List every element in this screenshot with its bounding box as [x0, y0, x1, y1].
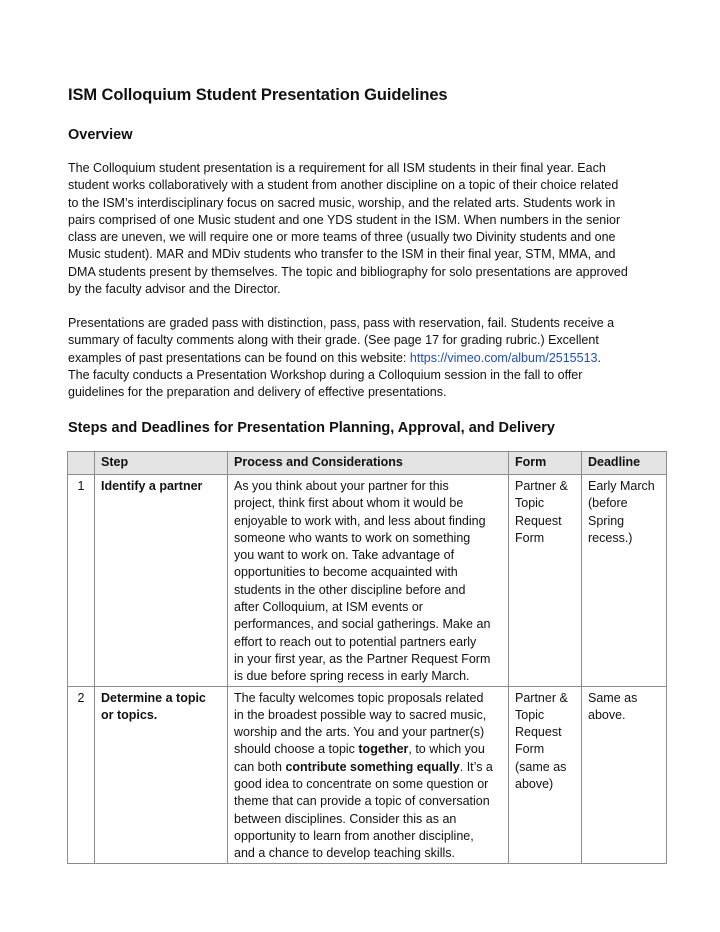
- deadline-text: recess.): [588, 530, 633, 545]
- process-text: in the broadest possible way to sacred music,: [234, 707, 487, 722]
- header-step: Step: [95, 452, 228, 475]
- header-number: [68, 452, 95, 475]
- process-text: As you think about your partner for this: [234, 479, 449, 493]
- form-text: Topic: [515, 707, 545, 722]
- overview-heading: Overview: [68, 127, 133, 143]
- table-row: [68, 686, 667, 863]
- form-text: Form: [515, 742, 545, 757]
- paragraph-line: The faculty conducts a Presentation Workshop during a Colloquium session in the fall to offer: [68, 367, 583, 382]
- process-text: is due before spring recess in early March.: [234, 669, 470, 684]
- paragraph-line: The Colloquium student presentation is a requirement for all ISM students in their final year. Each: [68, 161, 606, 175]
- form-text: Form: [515, 530, 545, 545]
- process-cell: [228, 475, 509, 687]
- form-cell: [509, 686, 582, 863]
- deadline-text: Early March: [588, 479, 655, 493]
- process-text: after Colloquium, at ISM events or: [234, 600, 423, 615]
- step-cell: [95, 686, 228, 863]
- process-text: performances, and social gatherings. Make an: [234, 617, 491, 632]
- process-text: enjoyable to work with, and less about finding: [234, 513, 486, 528]
- form-text: Partner &: [515, 479, 568, 493]
- deadline-text: Same as: [588, 690, 638, 705]
- form-text: (same as: [515, 759, 567, 774]
- paragraph-line: Music student). MAR and MDiv students who transfer to the ISM in their final year, STM, MMA, and: [68, 247, 616, 262]
- paragraph-line: pairs comprised of one Music student and one YDS student in the ISM. When numbers in the senior: [68, 212, 621, 227]
- form-text: Request: [515, 725, 562, 740]
- row-number: 1: [68, 475, 95, 687]
- process-text: opportunity to learn from another discipline,: [234, 828, 474, 843]
- paragraph-text: examples of past presentations can be found on this website:: [68, 350, 410, 365]
- paragraph-line: summary of faculty comments along with their grade. (See page 17 for grading rubric.) Excellent: [68, 333, 599, 348]
- steps-deadlines-table: [67, 451, 667, 864]
- form-cell: [509, 475, 582, 687]
- process-text: opportunities to become acquainted with: [234, 565, 458, 580]
- form-text: Partner &: [515, 690, 568, 705]
- document-title: ISM Colloquium Student Presentation Guidelines: [68, 86, 448, 104]
- process-cell: [228, 686, 509, 863]
- table-row: [68, 475, 667, 687]
- process-text: between disciplines. Consider this as an: [234, 811, 457, 826]
- process-text: in your first year, as the Partner Request Form: [234, 651, 491, 666]
- paragraph-line: class are uneven, we will require one or more teams of three (usually two Divinity students and one: [68, 230, 616, 245]
- process-text: good idea to concentrate on some question or: [234, 777, 489, 792]
- vimeo-album-link[interactable]: https://vimeo.com/album/2515513: [409, 350, 598, 365]
- header-form: Form: [509, 452, 582, 475]
- paragraph-line: to the ISM’s interdisciplinary focus on sacred music, worship, and the related arts. Students work in: [68, 195, 616, 210]
- deadline-text: above.: [588, 707, 626, 722]
- step-text: Identify a partner: [101, 479, 203, 493]
- process-text: The faculty welcomes topic proposals related: [234, 690, 484, 705]
- process-text-line: [234, 741, 503, 758]
- paragraph-line: guidelines for the preparation and delivery of effective presentations.: [68, 385, 447, 400]
- process-text-line: [234, 759, 503, 776]
- header-process: Process and Considerations: [228, 452, 509, 475]
- paragraph-line: Presentations are graded pass with distinction, pass, pass with reservation, fail. Students receive a: [68, 316, 615, 330]
- step-text: Determine a topic: [101, 690, 206, 705]
- paragraph-line: DMA students present by themselves. The topic and bibliography for solo presentations are approved: [68, 264, 628, 279]
- deadline-cell: [582, 475, 667, 687]
- step-text: or topics.: [101, 707, 158, 722]
- process-text: theme that can provide a topic of conversation: [234, 794, 490, 809]
- overview-paragraph-1: [68, 160, 668, 298]
- step-cell: [95, 475, 228, 687]
- process-text: should choose a topic: [234, 742, 359, 757]
- process-text: effort to reach out to potential partners early: [234, 634, 477, 649]
- paragraph-text: .: [597, 350, 601, 365]
- process-text: . It’s a: [459, 759, 493, 774]
- process-text: , to which you: [408, 742, 485, 757]
- process-text: students in the other discipline before and: [234, 582, 466, 597]
- overview-paragraph-2: [68, 315, 668, 401]
- form-text: Topic: [515, 496, 545, 511]
- header-deadline: Deadline: [582, 452, 667, 475]
- process-text: and a chance to develop teaching skills.: [234, 846, 455, 861]
- process-text: you want to work on. Take advantage of: [234, 548, 455, 563]
- form-text: Request: [515, 513, 562, 528]
- deadline-cell: [582, 686, 667, 863]
- row-number: 2: [68, 686, 95, 863]
- form-text: above): [515, 777, 554, 792]
- deadline-text: Spring: [588, 513, 625, 528]
- paragraph-line: [68, 350, 668, 367]
- process-text: someone who wants to work on something: [234, 530, 471, 545]
- paragraph-line: student works collaboratively with a student from another discipline on a topic of their choice related: [68, 178, 619, 193]
- process-text: can both: [234, 759, 286, 774]
- paragraph-line: by the faculty advisor and the Director.: [68, 282, 281, 297]
- emphasis-text: together: [358, 742, 409, 757]
- table-header-row: [68, 452, 667, 475]
- emphasis-text: contribute something equally: [285, 759, 460, 774]
- deadline-text: (before: [588, 496, 628, 511]
- process-text: project, think first about whom it would be: [234, 496, 464, 511]
- process-text: worship and the arts. You and your partner(s): [234, 725, 485, 740]
- steps-heading: Steps and Deadlines for Presentation Planning, Approval, and Delivery: [68, 420, 555, 436]
